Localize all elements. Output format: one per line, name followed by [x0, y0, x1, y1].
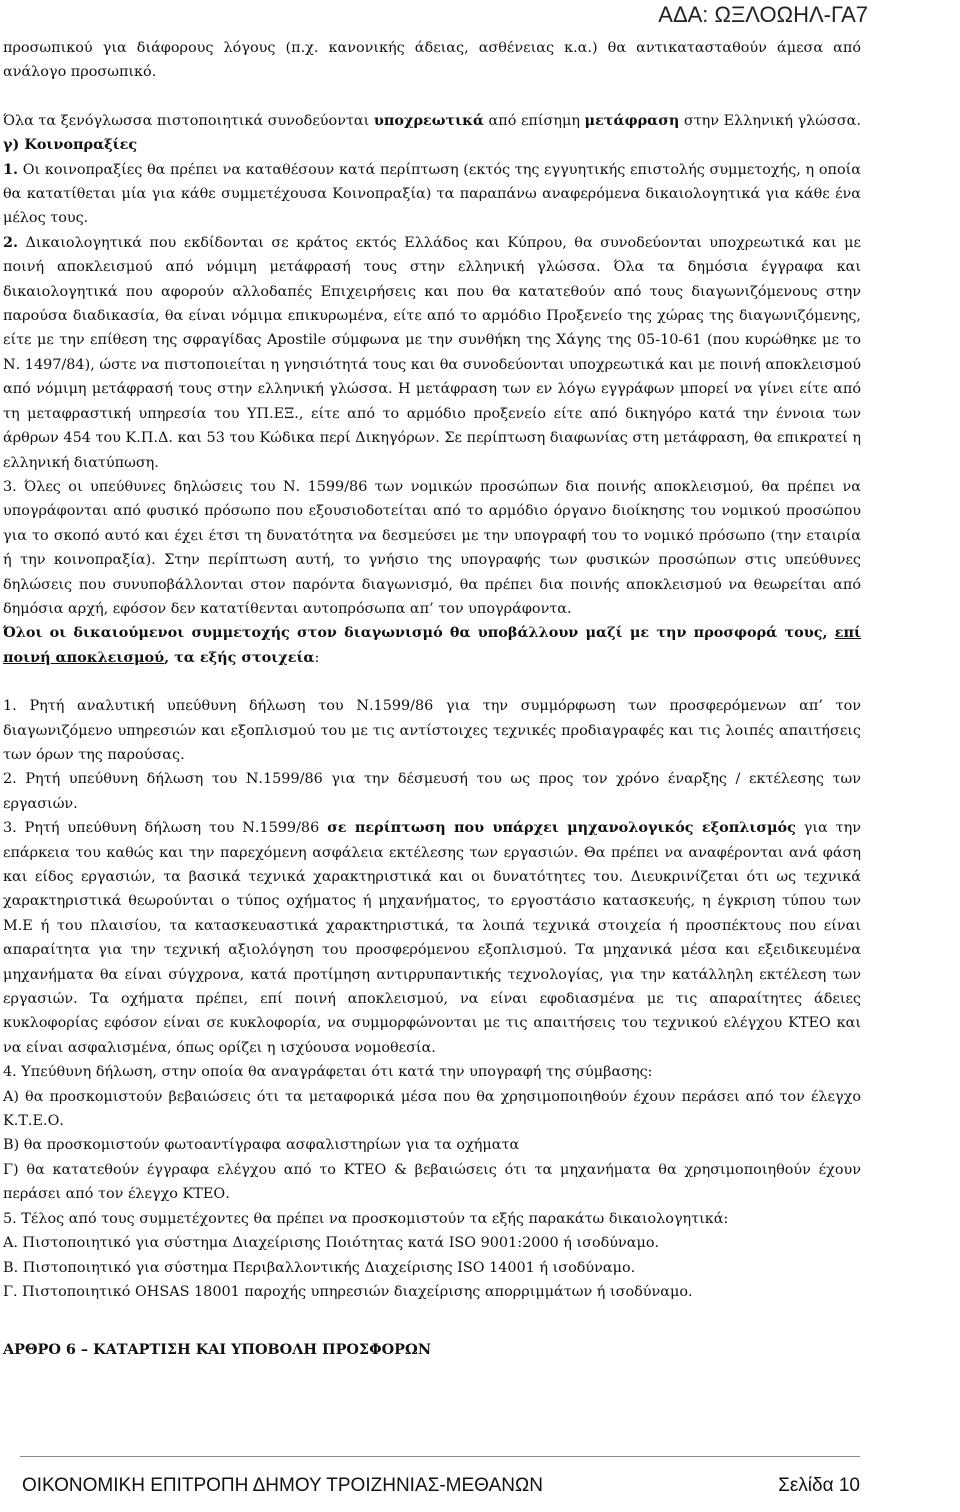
article-heading: ΑΡΘΡΟ 6 – ΚΑΤΑΡΤΙΣΗ ΚΑΙ ΥΠΟΒΟΛΗ ΠΡΟΣΦΟΡΩΝ: [3, 1341, 431, 1359]
list-item: 4. Υπεύθυνη δήλωση, στην οποία θα αναγράφεται ότι κατά την υπογραφή της σύμβασης:: [3, 1064, 653, 1081]
list-item: 5. Τέλος από τους συμμετέχοντες θα πρέπει να προσκομιστούν τα εξής παρακάτω δικαιολογητικά:: [3, 1210, 729, 1227]
list-subitem: Β. Πιστοποιητικό για σύστημα Περιβαλλοντικής Διαχείρισης ISO 14001 ή ισοδύναμο.: [3, 1259, 636, 1276]
paragraph-translation: Όλα τα ξενόγλωσσα πιστοποιητικά συνοδεύονται υποχρεωτικά από επίσημη μετάφραση στην Ελληνική γλώσσα.: [3, 111, 861, 129]
document-body: [3, 36, 861, 1363]
page-footer: [20, 1456, 860, 1496]
list-item: 1. Οι κοινοπραξίες θα πρέπει να καταθέσουν κατά περίπτωση (εκτός της εγγυητικής επιστολής συμμετοχής, η οποία θα κατατίθεται μία για κάθε συμμετέχουσα Κοινοπραξία) τα παραπάνω αναφερόμενα δικαιολογητικά για κάθε ένα μέλος τους.: [3, 160, 861, 227]
list-item: 2. Ρητή υπεύθυνη δήλωση του Ν.1599/86 για την δέσμευσή του ως προς τον χρόνο έναρξης / εκτέλεσης των εργασιών.: [3, 771, 861, 812]
list-subitem: Γ) θα κατατεθούν έγγραφα ελέγχου από το ΚΤΕΟ & βεβαιώσεις ότι τα μηχανήματα θα χρησιμοποιηθούν έχουν περάσει από τον έλεγχο ΚΤΕΟ.: [3, 1161, 861, 1203]
list-subitem: Α) θα προσκομιστούν βεβαιώσεις ότι τα μεταφορικά μέσα που θα χρησιμοποιηθούν έχουν περάσει από τον έλεγχο Κ.Τ.Ε.Ο.: [3, 1088, 861, 1130]
subsection-heading: γ) Κοινοπραξίες: [3, 136, 138, 154]
list-item: 3. Όλες οι υπεύθυνες δηλώσεις του Ν. 1599/86 των νομικών προσώπων δια ποινής αποκλεισμού, θα πρέπει να υπογράφονται από φυσικό πρόσωπο που εξουσιοδοτείται από το αρμόδιο όργανο διοίκησης του νομικού προσώπου για το σκοπό αυτό και έχει έτσι τη δυνατότητα να δεσμεύσει με την υπογραφή του το νομικό πρόσωπο (την εταιρία ή την κοινοπραξία). Στην περίπτωση αυτή, το γνήσιο της υπογραφής των φυσικών προσώπων στις υπεύθυνες δηλώσεις που συνυποβάλλονται στον παρόντα διαγωνισμό, θα πρέπει δια ποινής αποκλεισμού να θεωρείται από δημόσια αρχή, εφόσον δεν κατατίθενται αυτοπρόσωπα απ’ τον υπογράφοντα.: [3, 478, 861, 617]
list-item: 1. Ρητή αναλυτική υπεύθυνη δήλωση του Ν.1599/86 για την συμμόρφωση των προσφερόμενων απ’ τον διαγωνιζόμενο υπηρεσιών και εξοπλισμού του με τις αντίστοιχες τεχνικές προδιαγραφές και τις λοιπές απαιτήσεις των όρων της παρούσας.: [3, 698, 861, 763]
list-subitem: Α. Πιστοποιητικό για σύστημα Διαχείρισης Ποιότητας κατά ISO 9001:2000 ή ισοδύναμο.: [3, 1235, 660, 1252]
ada-code: ΑΔΑ: ΩΞΛΟΩΗΛ-ΓΑ7: [658, 2, 868, 27]
page-number: Σελίδα 10: [778, 1475, 860, 1496]
footer-title: ΟΙΚΟΝΟΜΙΚΗ ΕΠΙΤΡΟΠΗ ΔΗΜΟΥ ΤΡΟΙΖΗΝΙΑΣ-ΜΕΘΑΝΩΝ: [22, 1475, 543, 1496]
list-item: 2. Δικαιολογητικά που εκδίδονται σε κράτος εκτός Ελλάδος και Κύπρου, θα συνοδεύονται υποχρεωτικά και με ποινή αποκλεισμού από νόμιμη μετάφρασή τους στην ελληνική γλώσσα. Όλα τα δημόσια έγγραφα και δικαιολογητικά που αφορούν αλλοδαπές Επιχειρήσεις και που θα κατατεθούν από τους διαγωνιζόμενους στην παρούσα διαδικασία, θα είναι νόμιμα επικυρωμένα, είτε από το αρμόδιο Προξενείο της χώρας της διαγωνιζόμενης, είτε με την επίθεση της σφραγίδας Apostile σύμφωνα με την συνθήκη της Χάγης της 05-10-61 (που κυρώθηκε με το Ν. 1497/84), ώστε να πιστοποιείται η γνησιότητά τους και θα συνοδεύονται υποχρεωτικά και με ποινή αποκλεισμού από νόμιμη μετάφρασή τους στην ελληνική γλώσσα. Η μετάφραση των εν λόγω εγγράφων μπορεί να γίνει είτε από τη μεταφραστική υπηρεσία του ΥΠ.ΕΞ., είτε από το αρμόδιο προξενείο είτε από δικηγόρο κατά την έννοια των άρθρων 454 του Κ.Π.Δ. και 53 του Κώδικα περί Δικηγόρων. Σε περίπτωση διαφωνίας στη μετάφραση, θα επικρατεί η ελληνική διατύπωση.: [3, 233, 861, 471]
paragraph: προσωπικού για διάφορους λόγους (π.χ. κανονικής άδειας, ασθένειας κ.α.) θα αντικατασταθούν άμεσα από ανάλογο προσωπικό.: [3, 40, 861, 81]
list-subitem: Β) θα προσκομιστούν φωτοαντίγραφα ασφαλιστηρίων για τα οχήματα: [3, 1137, 520, 1154]
list-item: 3. Ρητή υπεύθυνη δήλωση του Ν.1599/86 σε περίπτωση που υπάρχει μηχανολογικός εξοπλισμός για την επάρκεια του καθώς και την παρεχόμενη ασφάλεια εκτέλεσης των εργασιών. Θα πρέπει να αναφέρονται ανά φάση και είδος εργασιών, τα βασικά τεχνικά χαρακτηριστικά και οι δυνατότητες του. Διευκρινίζεται ότι ως τεχνικά χαρακτηριστικά θεωρούνται ο τύπος οχήματος ή μηχανήματος, το εργοστάσιο κατασκευής, η έγκριση τύπου των Μ.Ε ή του πλαισίου, τα κατασκευαστικά χαρακτηριστικά, τα λοιπά τεχνικά στοιχεία ή προσπέκτους που είναι απαραίτητα για την τεχνική αξιολόγηση του προσφερόμενου εξοπλισμού. Τα μηχανικά μέσα και εξειδικευμένα μηχανήματα θα είναι σύγχρονα, κατά προτίμηση αντιρρυπαντικής τεχνολογίας, για την κατάλληλη εκτέλεση των εργασιών. Τα οχήματα πρέπει, επί ποινή αποκλεισμού, να είναι εφοδιασμένα με τις απαραίτητες άδειες κυκλοφορίας εφόσον είναι σε κυκλοφορία, να συμμορφώνονται με τις απαιτήσεις του τεχνικού ελέγχου ΚΤΕΟ και να είναι ασφαλισμένα, όπως ορίζει η ισχύουσα νομοθεσία.: [3, 819, 861, 1056]
list-subitem: Γ. Πιστοποιητικό OHSAS 18001 παροχής υπηρεσιών διαχείρισης απορριμμάτων ή ισοδύναμο.: [3, 1283, 693, 1300]
requirements-heading: Όλοι οι δικαιούμενοι συμμετοχής στον διαγωνισμό θα υποβάλλουν μαζί με την προσφορά τους, επί ποινή αποκλεισμού, τα εξής στοιχεία:: [3, 624, 861, 666]
